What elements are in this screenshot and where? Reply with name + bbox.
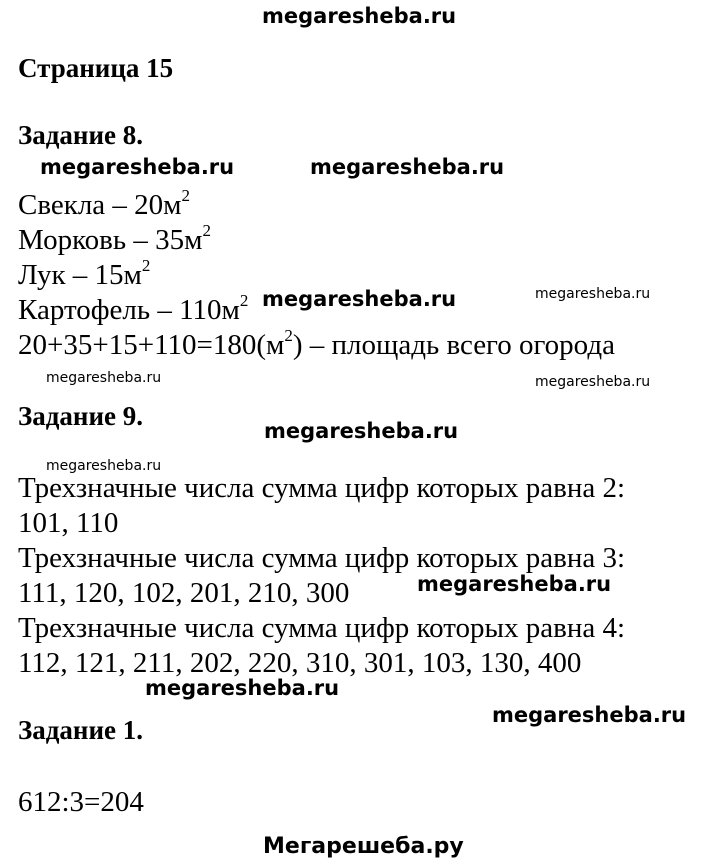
watermark: megaresheba.ru [535,374,651,390]
task8-heading: Задание 8. [18,120,144,150]
task1-heading: Задание 1. [18,715,144,745]
watermark: megaresheba.ru [46,370,162,386]
task1-line: 612:3=204 [18,786,144,818]
task9-line: 111, 120, 102, 201, 210, 300 [18,577,350,609]
watermark: megaresheba.ru [46,458,162,474]
watermark: megaresheba.ru [262,287,457,311]
watermark: megaresheba.ru [310,155,505,179]
footer-watermark[interactable]: Мегарешеба.ру [263,834,464,859]
watermark: megaresheba.ru [264,419,459,443]
task9-line: Трехзначные числа сумма цифр которых равна 4: [18,612,626,644]
watermark: megaresheba.ru [492,703,687,727]
task8-line: Лук – $15м^2$ [18,256,151,291]
task8-line: Картофель – $110м^2$ [18,291,249,326]
watermark: megaresheba.ru [417,572,612,596]
task9-line: 112, 121, 211, 202, 220, 310, 301, 103, 130, 400 [18,647,582,679]
page-title: Страница 15 [18,53,174,83]
watermark: megaresheba.ru [145,676,340,700]
watermark: megaresheba.ru [535,286,651,302]
task9-line: Трехзначные числа сумма цифр которых равна 2: [18,472,626,504]
task8-line: $20+35+15+110=180(м^2)$ – площадь всего огорода [18,326,615,361]
task8-line: Морковь – $35м^2$ [18,221,211,256]
header-watermark[interactable]: megaresheba.ru [262,4,457,28]
task8-line: Свекла – $20м^2$ [18,186,191,221]
task9-heading: Задание 9. [18,401,144,431]
task9-line: 101, 110 [18,507,119,539]
watermark: megaresheba.ru [40,155,235,179]
task9-line: Трехзначные числа сумма цифр которых равна 3: [18,542,626,574]
